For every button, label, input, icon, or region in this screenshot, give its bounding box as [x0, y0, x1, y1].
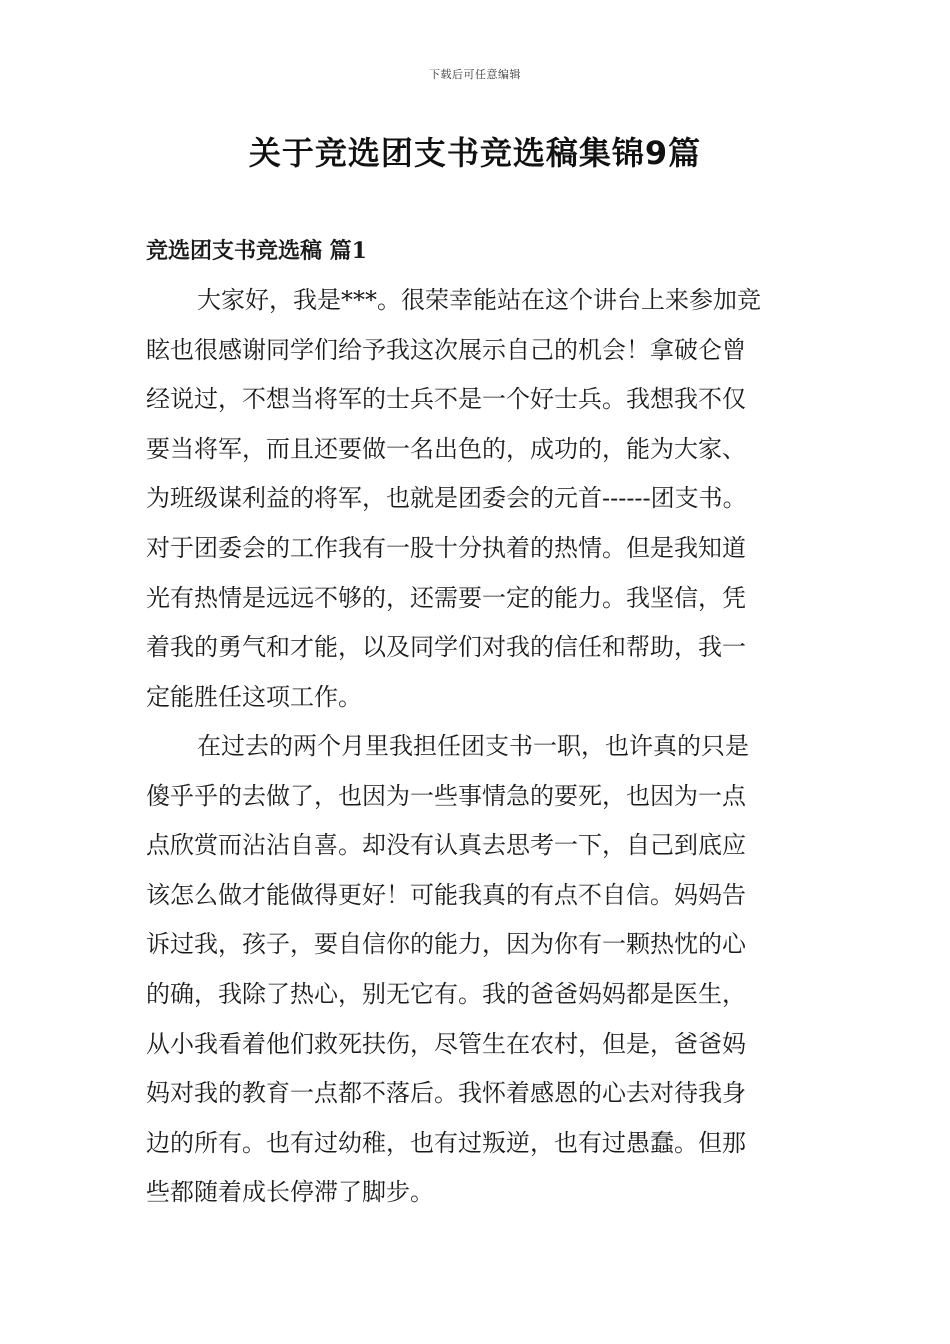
- paragraph-line: 对于团委会的工作我有一股十分执着的热情。但是我知道: [146, 533, 746, 562]
- paragraph-line: 在过去的两个月里我担任团支书一职，也许真的只是: [197, 732, 749, 760]
- paragraph-line: 点欣赏而沾沾自喜。却没有认真去思考一下，自己到底应: [146, 831, 746, 860]
- paragraph-line: 光有热情是远远不够的，还需要一定的能力。我坚信，凭: [146, 583, 746, 612]
- paragraph-line: 要当将军，而且还要做一名出色的，成功的，能为大家、: [146, 434, 746, 463]
- paragraph-line: 眩也很感谢同学们给予我这次展示自己的机会！拿破仑曾: [146, 335, 746, 364]
- paragraph-line: 边的所有。也有过幼稚，也有过叛逆，也有过愚蠢。但那: [146, 1128, 746, 1157]
- paragraph-line: 该怎么做才能做得更好！可能我真的有点不自信。妈妈告: [146, 880, 746, 909]
- paragraph-line: 妈对我的教育一点都不落后。我怀着感恩的心去对待我身: [146, 1079, 746, 1108]
- paragraph-line: 从小我看着他们救死扶伤，尽管生在农村，但是，爸爸妈: [146, 1029, 746, 1058]
- paragraph-line: 着我的勇气和才能，以及同学们对我的信任和帮助，我一: [146, 633, 746, 662]
- paragraph-line: 定能胜任这项工作。: [146, 682, 362, 711]
- paragraph-line: 大家好，我是***。很荣幸能站在这个讲台上来参加竞: [197, 286, 761, 314]
- paragraph-line: 傻乎乎的去做了，也因为一些事情急的要死，也因为一点: [146, 781, 746, 810]
- section-heading: 竞选团支书竞选稿 篇1: [146, 238, 367, 264]
- document-title: 关于竞选团支书竞选稿集锦9篇: [248, 134, 702, 172]
- paragraph-line: 的确，我除了热心，别无它有。我的爸爸妈妈都是医生，: [146, 979, 746, 1008]
- paragraph-2: [146, 722, 826, 1218]
- paragraph-line: 经说过，不想当将军的士兵不是一个好士兵。我想我不仅: [146, 385, 746, 414]
- paragraph-line: 为班级谋利益的将军，也就是团委会的元首------团支书。: [146, 484, 747, 513]
- paragraph-line: 诉过我，孩子，要自信你的能力，因为你有一颗热忱的心: [146, 930, 746, 959]
- paragraph-line: 些都随着成长停滞了脚步。: [146, 1178, 434, 1207]
- page-header-note: 下载后可任意编辑: [429, 68, 521, 81]
- paragraph-1: [146, 276, 826, 722]
